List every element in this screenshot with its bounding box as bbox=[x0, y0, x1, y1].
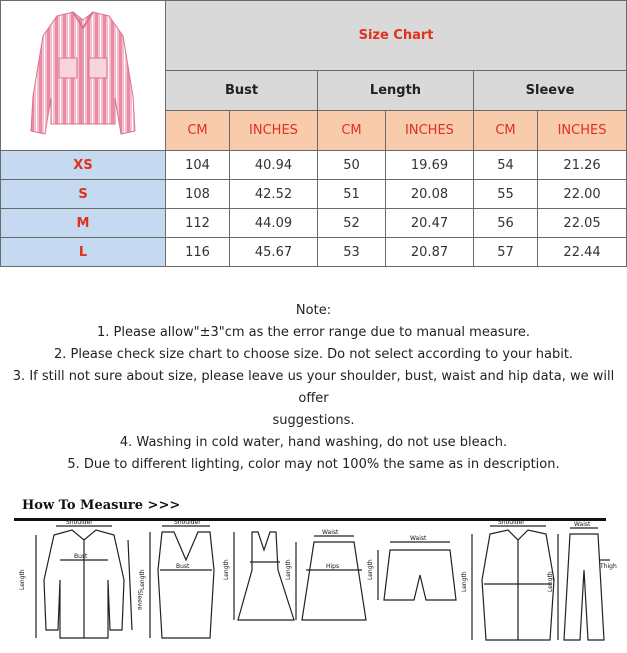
table-cell: 22.05 bbox=[538, 209, 627, 238]
table-cell: 40.94 bbox=[230, 151, 318, 180]
trousers-diagram-icon bbox=[558, 528, 610, 640]
table-cell: 20.87 bbox=[386, 238, 474, 267]
skirt-diagram-icon bbox=[296, 536, 366, 620]
size-label: S bbox=[1, 180, 166, 209]
table-cell: 108 bbox=[166, 180, 230, 209]
table-cell: 42.52 bbox=[230, 180, 318, 209]
table-cell: 21.26 bbox=[538, 151, 627, 180]
length-label: Length bbox=[547, 571, 554, 592]
table-cell: 104 bbox=[166, 151, 230, 180]
table-cell: 22.00 bbox=[538, 180, 627, 209]
unit-header: INCHES bbox=[386, 111, 474, 151]
unit-header: CM bbox=[318, 111, 386, 151]
table-cell: 44.09 bbox=[230, 209, 318, 238]
size-chart-table bbox=[0, 0, 627, 267]
size-chart-title: Size Chart bbox=[166, 1, 627, 71]
size-label: L bbox=[1, 238, 166, 267]
table-cell: 56 bbox=[474, 209, 538, 238]
table-cell: 22.44 bbox=[538, 238, 627, 267]
note-line: 1. Please allow"±3"cm as the error range due to manual measure. bbox=[96, 325, 531, 340]
note-line: 2. Please check size chart to choose size. Do not select according to your habit. bbox=[53, 347, 574, 362]
waist-label: Waist bbox=[574, 521, 591, 528]
shirt-diagram-icon bbox=[36, 526, 132, 638]
length-header: Length bbox=[318, 71, 474, 111]
length-label: Length bbox=[139, 569, 146, 590]
table-cell: 50 bbox=[318, 151, 386, 180]
note-line: 5. Due to different lighting, color may not 100% the same as in description. bbox=[67, 457, 560, 472]
size-label: M bbox=[1, 209, 166, 238]
note-line: suggestions. bbox=[272, 413, 355, 428]
coat-diagram-icon bbox=[472, 526, 554, 640]
table-row bbox=[1, 180, 627, 209]
table-cell: 57 bbox=[474, 238, 538, 267]
hips-label: Hips bbox=[326, 563, 340, 570]
table-row bbox=[1, 151, 627, 180]
shorts-diagram-icon bbox=[378, 542, 456, 600]
size-label: XS bbox=[1, 151, 166, 180]
cropped-shirt-image bbox=[23, 6, 143, 141]
thigh-label: Thigh bbox=[600, 563, 617, 570]
note-line: 4. Washing in cold water, hand washing, do not use bleach. bbox=[119, 435, 508, 450]
table-cell: 54 bbox=[474, 151, 538, 180]
unit-header: CM bbox=[166, 111, 230, 151]
sleeve-label: Sleeve bbox=[136, 590, 143, 611]
table-row bbox=[1, 238, 627, 267]
unit-header: CM bbox=[474, 111, 538, 151]
table-cell: 51 bbox=[318, 180, 386, 209]
table-cell: 112 bbox=[166, 209, 230, 238]
waist-label: Waist bbox=[410, 535, 427, 542]
table-cell: 55 bbox=[474, 180, 538, 209]
tank-top-diagram-icon bbox=[150, 526, 214, 638]
unit-header: INCHES bbox=[538, 111, 627, 151]
note-line: 3. If still not sure about size, please leave us your shoulder, bust, waist and hip data, we will offer bbox=[12, 369, 615, 406]
length-label: Length bbox=[19, 569, 26, 590]
how-to-measure-title: How To Measure >>> bbox=[22, 498, 181, 513]
table-row bbox=[1, 209, 627, 238]
waist-label: Waist bbox=[322, 529, 339, 536]
table-cell: 53 bbox=[318, 238, 386, 267]
table-cell: 45.67 bbox=[230, 238, 318, 267]
table-cell: 52 bbox=[318, 209, 386, 238]
notes-section bbox=[0, 300, 627, 476]
unit-header: INCHES bbox=[230, 111, 318, 151]
shoulder-label: Shoulder bbox=[498, 519, 525, 526]
how-to-measure-panel bbox=[14, 492, 617, 650]
measure-diagrams bbox=[14, 519, 617, 650]
table-cell: 116 bbox=[166, 238, 230, 267]
table-cell: 20.47 bbox=[386, 209, 474, 238]
table-cell: 20.08 bbox=[386, 180, 474, 209]
length-label: Length bbox=[367, 559, 374, 580]
length-label: Length bbox=[461, 571, 468, 592]
bust-label: Bust bbox=[176, 563, 190, 570]
length-label: Length bbox=[285, 559, 292, 580]
bust-header: Bust bbox=[166, 71, 318, 111]
table-cell: 19.69 bbox=[386, 151, 474, 180]
sleeve-header: Sleeve bbox=[474, 71, 627, 111]
bust-label: Bust bbox=[74, 553, 88, 560]
product-photo bbox=[1, 1, 166, 151]
length-label: Length bbox=[223, 559, 230, 580]
shoulder-label: Shoulder bbox=[174, 519, 201, 526]
notes-heading: Note: bbox=[295, 303, 332, 318]
shoulder-label: Shoulder bbox=[66, 519, 93, 526]
